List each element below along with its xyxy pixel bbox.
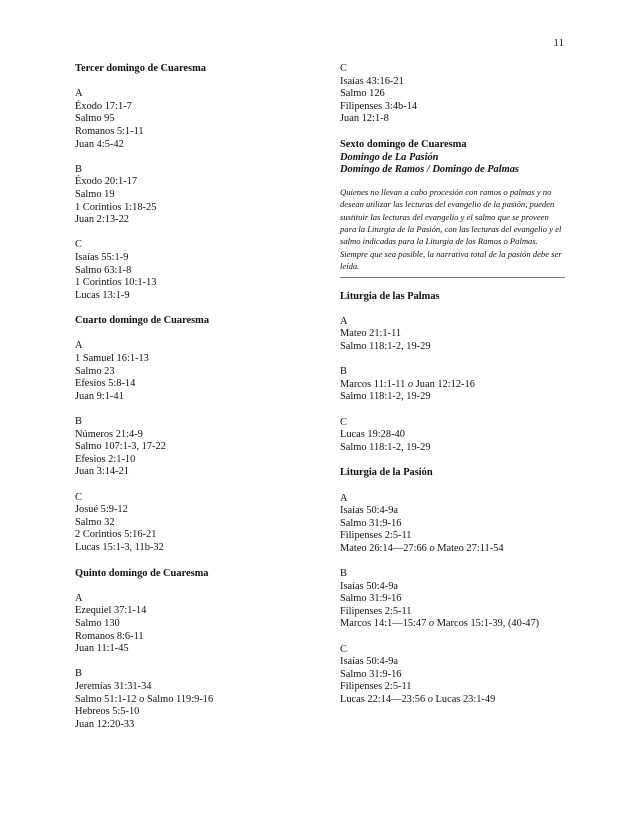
reading-citation	[75, 252, 320, 265]
citation-text: Mateo 21:1-11	[340, 328, 402, 340]
reading-citation	[340, 518, 565, 531]
cycle-group	[340, 568, 565, 631]
citation-text: 1 Corintios 10:1-13	[75, 277, 157, 289]
citation-text: Efesios 2:1-10	[75, 453, 136, 465]
citation-text: Isaías 50:4-9a	[340, 505, 398, 517]
reading-citation	[75, 366, 320, 379]
citation-text: Isaías 50:4-9a	[340, 580, 398, 592]
lectionary-section	[75, 63, 320, 302]
lectionary-section	[340, 139, 565, 278]
citation-text: Éxodo 17:1-7	[75, 100, 132, 112]
reading-citation	[340, 530, 565, 543]
citation-text: Isaías 43:16-21	[340, 75, 404, 87]
section-heading: Liturgia de la Pasión	[340, 467, 433, 479]
cycle-label: A	[340, 492, 348, 504]
reading-citation	[75, 139, 320, 152]
cycle-label: C	[75, 239, 82, 251]
citation-text: Lucas 22:14—23:56	[340, 694, 428, 705]
reading-citation	[75, 605, 320, 618]
reading-citation	[340, 341, 565, 354]
reading-citation	[75, 681, 320, 694]
citation-text: Marcos 11:1-11	[340, 378, 408, 390]
cycle-group	[340, 366, 565, 404]
section-heading: Quinto domingo de Cuaresma	[75, 567, 209, 579]
citation-text: Juan 12:20-33	[75, 718, 135, 730]
citation-text: Lucas 15:1-3, 11b-32	[75, 541, 164, 553]
reading-citation	[340, 442, 565, 455]
reading-citation	[75, 643, 320, 656]
citation-text: Salmo 107:1-3, 17-22	[75, 441, 166, 453]
reading-citation	[340, 379, 565, 392]
right-column	[340, 63, 565, 720]
section-heading: Sexto domingo de Cuaresma	[340, 138, 467, 150]
alternative-connector: o	[427, 694, 433, 705]
citation-text: Mateo 26:14—27:66	[340, 542, 430, 554]
citation-text: Salmo 119:9-16	[144, 693, 214, 705]
reading-citation	[340, 581, 565, 594]
cycle-label: C	[340, 643, 347, 655]
lectionary-section	[75, 568, 320, 732]
citation-text: Jeremías 31:31-34	[75, 680, 152, 692]
cycle-label: B	[75, 668, 82, 680]
section-heading: Cuarto domingo de Cuaresma	[75, 315, 210, 327]
citation-text: Marcos 14:1—15:47	[340, 618, 429, 630]
citation-text: Salmo 126	[340, 88, 385, 100]
reading-citation	[340, 101, 565, 114]
reading-citation	[75, 441, 320, 454]
reading-citation	[75, 353, 320, 366]
cycle-group	[340, 644, 565, 707]
cycle-group	[75, 492, 320, 555]
reading-citation	[75, 454, 320, 467]
citation-text: 1 Corintios 1:18-25	[75, 201, 157, 213]
cycle-label: A	[75, 592, 83, 604]
cycle-label: C	[340, 416, 347, 428]
rubric-note: Quienes no llevan a cabo procesión con ramos o palmas y no desean utilizar las lecturas del evangelio de la pasión, pueden sustituir las lecturas del evangelio y el salmo que se proveen para la Liturgia de la Pasión, con las lecturas del evangelio y el salmo indicadas para la Liturgia de los Ramos o Palmas. Siempre que sea posible, la narrativa total de la pasión debe ser leída.	[340, 186, 562, 272]
citation-text: Juan 11:1-45	[75, 643, 129, 655]
reading-citation	[340, 618, 565, 631]
citation-text: Salmo 31:9-16	[340, 593, 402, 605]
citation-text: Filipenses 2:5-11	[340, 605, 412, 617]
reading-citation	[75, 290, 320, 303]
citation-text: Hebreos 5:5-10	[75, 706, 140, 718]
cycle-group	[75, 239, 320, 302]
cycle-label: B	[75, 163, 82, 175]
citation-text: Salmo 118:1-2, 19-29	[340, 340, 431, 352]
alternative-connector: o	[139, 693, 145, 705]
citation-text: 1 Samuel 16:1-13	[75, 353, 149, 365]
citation-text: Juan 4:5-42	[75, 138, 124, 150]
lectionary-section	[340, 291, 565, 455]
reading-citation	[340, 681, 565, 694]
alternative-connector: o	[429, 542, 435, 554]
citation-text: Isaías 55:1-9	[75, 251, 129, 263]
cycle-label: C	[340, 63, 347, 74]
reading-citation	[340, 543, 565, 556]
reading-citation	[75, 277, 320, 290]
citation-text: Filipenses 2:5-11	[340, 530, 412, 542]
citation-text: Marcos 15:1-39, (40-47)	[434, 618, 540, 630]
reading-citation	[340, 328, 565, 341]
left-column	[75, 63, 320, 744]
citation-text: Números 21:4-9	[75, 428, 143, 440]
reading-citation	[340, 593, 565, 606]
reading-citation	[75, 378, 320, 391]
reading-citation	[75, 618, 320, 631]
citation-text: Salmo 23	[75, 365, 115, 377]
reading-citation	[75, 542, 320, 555]
reading-citation	[340, 113, 565, 126]
citation-text: Salmo 118:1-2, 19-29	[340, 391, 431, 403]
citation-text: Salmo 32	[75, 516, 115, 528]
lectionary-section	[340, 63, 565, 126]
alternative-connector: o	[428, 618, 435, 630]
alternative-connector: o	[407, 378, 414, 390]
reading-citation	[75, 202, 320, 215]
cycle-group	[340, 63, 565, 126]
cycle-label: A	[75, 340, 83, 352]
citation-text: Salmo 130	[75, 617, 120, 629]
citation-text: Mateo 27:11-54	[434, 542, 504, 554]
reading-citation	[75, 101, 320, 114]
section-heading: Tercer domingo de Cuaresma	[75, 63, 206, 74]
reading-citation	[75, 391, 320, 404]
divider	[340, 277, 565, 278]
reading-citation	[75, 126, 320, 139]
page-number: 11	[553, 37, 564, 49]
reading-citation	[75, 631, 320, 644]
cycle-group	[340, 493, 565, 556]
reading-citation	[75, 429, 320, 442]
reading-citation	[340, 694, 565, 707]
reading-citation	[75, 719, 320, 732]
citation-text: Efesios 5:8-14	[75, 378, 136, 390]
cycle-group	[75, 416, 320, 479]
reading-citation	[340, 505, 565, 518]
cycle-group	[75, 164, 320, 227]
citation-text: Ezequiel 37:1-14	[75, 605, 147, 617]
reading-citation	[75, 176, 320, 189]
citation-text: Salmo 118:1-2, 19-29	[340, 441, 431, 453]
cycle-label: A	[340, 315, 348, 327]
citation-text: Salmo 31:9-16	[340, 668, 402, 680]
reading-citation	[75, 189, 320, 202]
citation-text: Juan 12:1-8	[340, 113, 389, 125]
cycle-group	[75, 340, 320, 403]
citation-text: 2 Corintios 5:16-21	[75, 529, 157, 541]
section-subheading: Domingo de Ramos / Domingo de Palmas	[340, 164, 519, 176]
reading-citation	[340, 606, 565, 619]
citation-text: Lucas 13:1-9	[75, 289, 130, 301]
reading-citation	[75, 706, 320, 719]
citation-text: Éxodo 20:1-17	[75, 176, 138, 188]
section-subheading: Domingo de La Pasión	[340, 151, 439, 163]
citation-text: Lucas 23:1-49	[432, 694, 496, 705]
section-heading: Liturgia de las Palmas	[340, 290, 440, 302]
citation-text: Isaías 50:4-9a	[340, 656, 398, 668]
reading-citation	[75, 529, 320, 542]
reading-citation	[340, 391, 565, 404]
reading-citation	[340, 76, 565, 89]
reading-citation	[340, 429, 565, 442]
citation-text: Juan 9:1-41	[75, 390, 124, 402]
citation-text: Juan 12:12-16	[413, 378, 475, 390]
citation-text: Salmo 19	[75, 188, 115, 200]
reading-citation	[75, 113, 320, 126]
citation-text: Romanos 8:6-11	[75, 630, 144, 642]
cycle-label: B	[340, 366, 347, 378]
citation-text: Salmo 51:1-12	[75, 693, 140, 705]
reading-citation	[75, 517, 320, 530]
citation-text: Romanos 5:1-11	[75, 125, 144, 137]
reading-citation	[75, 504, 320, 517]
lectionary-section	[75, 315, 320, 554]
reading-citation	[340, 656, 565, 669]
cycle-group	[75, 593, 320, 656]
cycle-label: A	[75, 88, 83, 100]
reading-citation	[75, 265, 320, 278]
citation-text: Salmo 95	[75, 113, 115, 125]
citation-text: Josué 5:9-12	[75, 504, 128, 516]
lectionary-section	[340, 467, 565, 706]
reading-citation	[75, 694, 320, 707]
citation-text: Juan 3:14-21	[75, 466, 129, 478]
reading-citation	[75, 214, 320, 227]
citation-text: Juan 2:13-22	[75, 214, 129, 226]
citation-text: Salmo 31:9-16	[340, 517, 402, 529]
cycle-label: C	[75, 491, 82, 503]
cycle-group	[75, 88, 320, 151]
cycle-group	[340, 417, 565, 455]
citation-text: Salmo 63:1-8	[75, 264, 132, 276]
cycle-group	[340, 316, 565, 354]
reading-citation	[340, 88, 565, 101]
reading-citation	[75, 466, 320, 479]
reading-citation	[340, 669, 565, 682]
citation-text: Filipenses 2:5-11	[340, 681, 412, 693]
cycle-group	[75, 668, 320, 731]
cycle-label: B	[75, 416, 82, 428]
cycle-label: B	[340, 568, 347, 580]
citation-text: Filipenses 3:4b-14	[340, 100, 418, 112]
citation-text: Lucas 19:28-40	[340, 429, 405, 441]
